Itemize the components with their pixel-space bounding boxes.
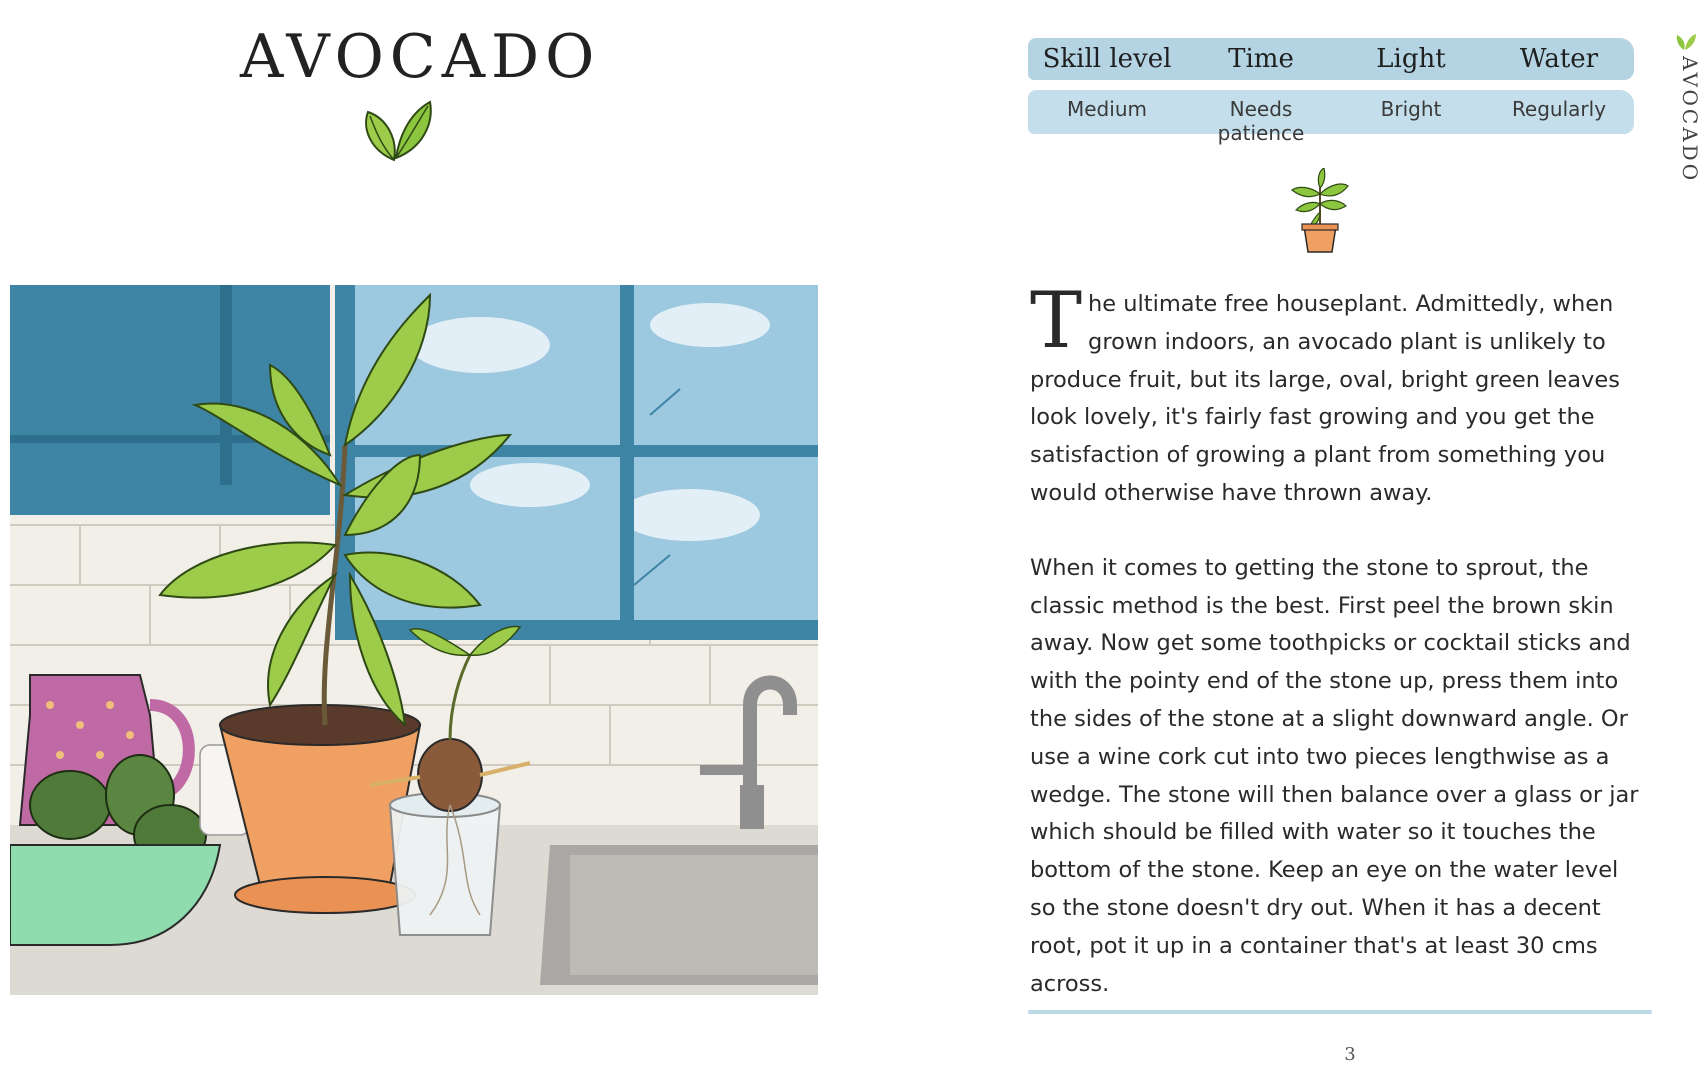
care-value-skill-level: Medium — [1067, 97, 1147, 121]
leaf-icon-small — [1674, 32, 1698, 52]
drop-cap: T — [1030, 276, 1083, 366]
body-text — [1030, 276, 1640, 1003]
paragraph-method: When it comes to getting the stone to sprout, the classic method is the best. First peel the brown skin away. Now get some toothpicks or cocktail sticks and with the pointy end of the stone up, press them into the sides of the stone at a slight downward angle. Or use a wine cork cut into two pieces lengthwise as a wedge. The stone will then balance over a glass or jar which should be filled with water so it touches the bottom of the stone. Keep an eye on the water level so the stone doesn't dry out. When it has a decent root, pot it up in a container that's at least 30 cms across. — [1030, 554, 1639, 997]
paragraph-intro — [1030, 276, 1640, 513]
care-info-table — [1028, 38, 1634, 145]
care-label-skill-level: Skill level — [1042, 44, 1172, 74]
potted-plant-icon — [1290, 168, 1350, 256]
leaf-icon — [360, 98, 434, 164]
footer-rule — [1028, 1010, 1652, 1014]
care-label-light: Light — [1376, 44, 1446, 74]
care-value-time: Needs patience — [1217, 97, 1305, 145]
paragraph-intro-text: he ultimate free houseplant. Admittedly, when grown indoors, an avocado plant is unlikely to produce fruit, but its large, oval, bright green leaves look lovely, it's fairly fast growing and you get the satisfaction of growing a plant from something you would otherwise have thrown away. — [1030, 291, 1620, 506]
care-label-water: Water — [1519, 44, 1599, 74]
avocado-plant-illustration — [10, 285, 818, 995]
care-label-time: Time — [1228, 44, 1294, 74]
care-value-light: Bright — [1380, 97, 1442, 121]
care-value-water: Regularly — [1511, 97, 1607, 121]
side-tab-label: AVOCADO — [1678, 56, 1702, 184]
page-number: 3 — [1344, 1044, 1356, 1065]
page-title: AVOCADO — [240, 22, 601, 92]
